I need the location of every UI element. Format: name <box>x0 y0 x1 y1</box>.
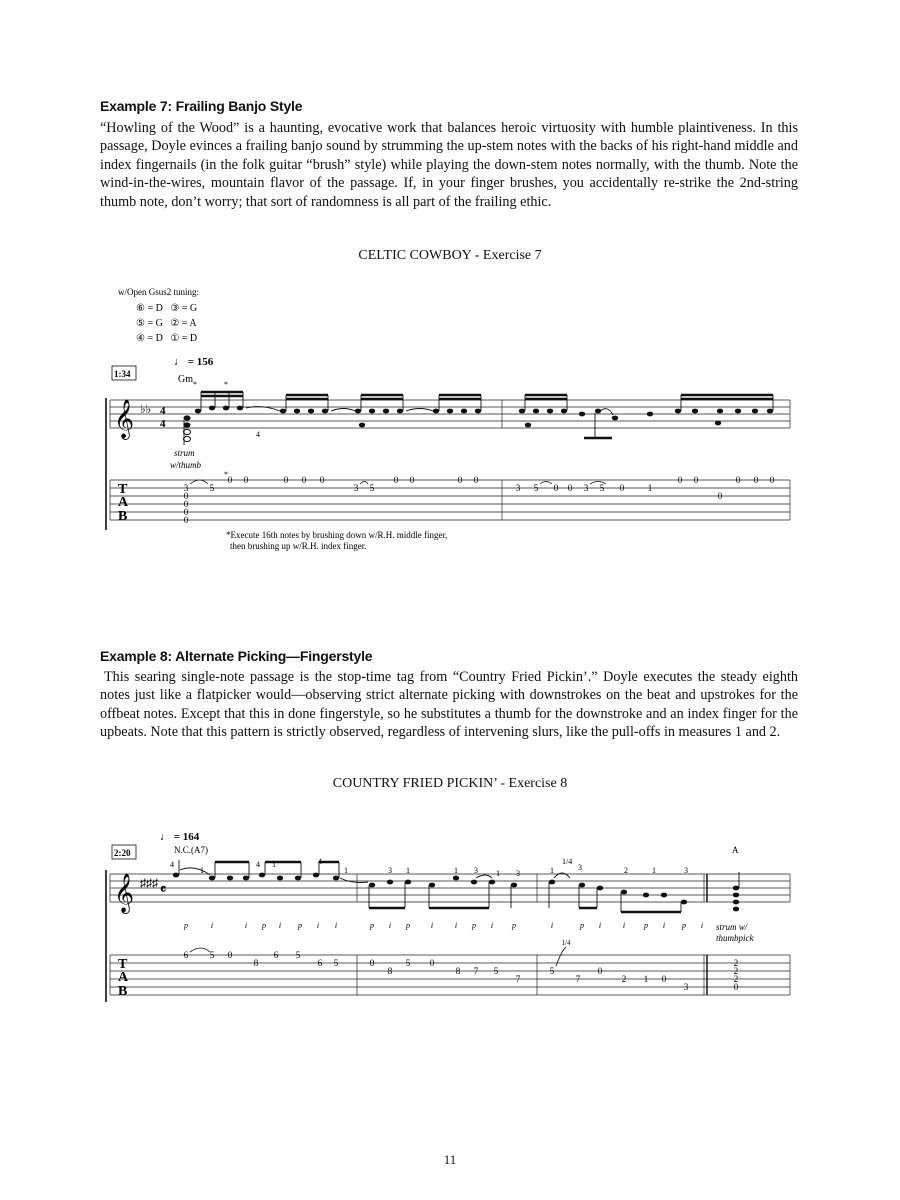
svg-text:i: i <box>244 921 248 930</box>
footnote-line-1: *Execute 16th notes by brushing down w/R.H. middle finger, <box>226 530 448 540</box>
tab-numbers-7 <box>184 475 775 525</box>
svg-text:0: 0 <box>753 475 759 485</box>
svg-text:p: p <box>298 921 302 930</box>
svg-text:0: 0 <box>457 475 463 485</box>
finger-4: 4 <box>256 430 260 439</box>
strum-label: strum <box>174 448 195 458</box>
key-signature-sharps: ♯♯♯ <box>140 876 158 890</box>
svg-text:i: i <box>550 921 554 930</box>
svg-text:0: 0 <box>409 475 415 485</box>
svg-text:0: 0 <box>319 475 325 485</box>
svg-text:2: 2 <box>733 958 739 968</box>
svg-text:8: 8 <box>387 966 393 976</box>
svg-text:1: 1 <box>652 866 656 875</box>
svg-text:5: 5 <box>209 483 215 493</box>
svg-text:0: 0 <box>369 958 375 968</box>
svg-text:2: 2 <box>624 866 628 875</box>
svg-text:0: 0 <box>677 475 683 485</box>
tuning-line-1: ⑥ = D ③ = G <box>136 303 198 314</box>
svg-text:0: 0 <box>183 515 189 525</box>
svg-text:0: 0 <box>301 475 307 485</box>
example-7-notation <box>0 280 900 580</box>
tab-numbers-8 <box>184 939 739 992</box>
svg-text:0: 0 <box>227 950 233 960</box>
svg-text:0: 0 <box>183 499 189 509</box>
treble-clef-8-icon: 𝄞 <box>114 875 135 912</box>
svg-text:1/4: 1/4 <box>562 857 573 866</box>
svg-text:0: 0 <box>183 507 189 517</box>
svg-text:8: 8 <box>253 958 259 968</box>
svg-text:0: 0 <box>283 475 289 485</box>
chord-symbol-gm: Gm <box>178 374 193 385</box>
tab8-letter-b: B <box>118 984 128 999</box>
tab-letter-t: T <box>118 482 128 497</box>
time-box-label: 1:34 <box>114 369 131 379</box>
strum-8-label: strum w/ <box>716 922 748 932</box>
svg-text:0: 0 <box>735 475 741 485</box>
svg-text:p: p <box>370 921 374 930</box>
svg-text:5: 5 <box>209 950 215 960</box>
notes-8 <box>173 873 739 912</box>
example-8-caption: COUNTRY FRIED PICKIN’ - Exercise 8 <box>332 776 568 791</box>
svg-text:i: i <box>662 921 666 930</box>
svg-text:p: p <box>512 921 516 930</box>
svg-text:p: p <box>262 921 266 930</box>
svg-text:0: 0 <box>429 958 435 968</box>
svg-text:0: 0 <box>553 483 559 493</box>
example-8-heading: Example 8: Alternate Picking—Fingerstyle <box>100 648 373 664</box>
tab8-letter-t: T <box>118 957 128 972</box>
tab-letter-a: A <box>118 495 129 510</box>
svg-text:6: 6 <box>183 950 189 960</box>
svg-text:0: 0 <box>733 982 739 992</box>
svg-text:1: 1 <box>344 866 348 875</box>
svg-text:3: 3 <box>515 483 521 493</box>
svg-text:0: 0 <box>473 475 479 485</box>
tuning-line-2: ⑤ = G ② = A <box>136 318 197 329</box>
svg-text:2: 2 <box>621 974 627 984</box>
svg-text:6: 6 <box>273 950 279 960</box>
svg-text:1: 1 <box>200 866 204 875</box>
svg-text:p: p <box>472 921 476 930</box>
svg-text:3: 3 <box>683 982 689 992</box>
tab-letter-b: B <box>118 509 128 524</box>
svg-text:0: 0 <box>769 475 775 485</box>
notes-7 <box>184 406 774 442</box>
svg-text:0: 0 <box>567 483 573 493</box>
example-7-paragraph: “Howling of the Wood” is a haunting, evocative work that balances heroic virtuosity with humble plaintiveness. In this passage, Doyle evinces a frailing banjo sound by strumming the up-stem notes with the backs of his right-hand middle and index fingernails (in the folk guitar “brush” style) while playing the down-stem notes normally, with the thumb. Note the wind-in-the-wires, mountain flavor of the passage. If, in your finger brushes, you accidentally re-strike the 2nd-string thumb note, don’t worry; that sort of randomness is all part of the frailing ethic. <box>100 120 798 210</box>
time-signature-lower: 4 <box>160 418 166 430</box>
tuning-title: w/Open Gsus2 tuning: <box>118 287 199 297</box>
svg-text:i: i <box>316 921 320 930</box>
svg-text:2: 2 <box>733 974 739 984</box>
svg-text:3: 3 <box>474 866 478 875</box>
picking-row <box>183 921 703 930</box>
common-time: 𝄴 <box>160 883 167 898</box>
tab8-letter-a: A <box>118 970 129 985</box>
svg-text:0: 0 <box>227 475 233 485</box>
svg-text:i: i <box>622 921 626 930</box>
svg-text:i: i <box>598 921 602 930</box>
chord-a: A <box>732 845 739 855</box>
svg-text:4: 4 <box>318 857 322 866</box>
tempo-marking-8: ♩ = 164 <box>160 831 200 843</box>
svg-text:5: 5 <box>549 966 555 976</box>
svg-text:1: 1 <box>643 974 649 984</box>
time-signature: 4 <box>160 405 166 417</box>
svg-text:5: 5 <box>533 483 539 493</box>
staff-7 <box>110 400 790 428</box>
svg-text:i: i <box>388 921 392 930</box>
svg-text:3: 3 <box>578 863 582 872</box>
example-7-caption: CELTIC COWBOY - Exercise 7 <box>358 248 542 263</box>
svg-text:p: p <box>682 921 686 930</box>
svg-text:i: i <box>490 921 494 930</box>
svg-text:0: 0 <box>597 966 603 976</box>
svg-text:3: 3 <box>183 483 189 493</box>
svg-text:6: 6 <box>317 958 323 968</box>
tuning-line-3: ④ = D ① = D <box>136 333 198 344</box>
svg-text:0: 0 <box>693 475 699 485</box>
svg-text:7: 7 <box>515 974 521 984</box>
svg-text:0: 0 <box>183 491 189 501</box>
svg-text:1/4: 1/4 <box>561 939 571 947</box>
svg-text:i: i <box>430 921 434 930</box>
svg-text:1: 1 <box>647 483 653 493</box>
svg-text:4: 4 <box>170 860 174 869</box>
svg-text:0: 0 <box>393 475 399 485</box>
treble-clef-icon: 𝄞 <box>114 401 135 438</box>
svg-text:p: p <box>580 921 584 930</box>
svg-text:i: i <box>210 921 214 930</box>
tempo-marking: ♩ = 156 <box>174 356 214 368</box>
svg-text:*: * <box>224 470 228 479</box>
svg-text:3: 3 <box>516 869 520 878</box>
svg-text:3: 3 <box>684 866 688 875</box>
svg-text:5: 5 <box>295 950 301 960</box>
svg-text:0: 0 <box>661 974 667 984</box>
svg-text:0: 0 <box>243 475 249 485</box>
svg-text:i: i <box>700 921 704 930</box>
svg-text:i: i <box>454 921 458 930</box>
chord-nc-a7: N.C.(A7) <box>174 845 208 855</box>
svg-text:3: 3 <box>583 483 589 493</box>
svg-text:2: 2 <box>733 966 739 976</box>
svg-text:1: 1 <box>406 866 410 875</box>
svg-text:7: 7 <box>473 966 479 976</box>
svg-text:1: 1 <box>550 866 554 875</box>
svg-text:5: 5 <box>369 483 375 493</box>
thumbpick-label: thumbpick <box>716 933 754 943</box>
svg-text:5: 5 <box>405 958 411 968</box>
svg-text:3: 3 <box>388 866 392 875</box>
svg-text:p: p <box>184 921 188 930</box>
example-8-notation <box>0 820 900 1020</box>
svg-text:4: 4 <box>256 860 260 869</box>
svg-text:7: 7 <box>575 974 581 984</box>
svg-text:3: 3 <box>353 483 359 493</box>
svg-text:i: i <box>278 921 282 930</box>
svg-text:8: 8 <box>455 966 461 976</box>
time-box-8-label: 2:20 <box>114 848 131 858</box>
strum-7-markers: * <box>193 380 197 389</box>
page-number: 11 <box>443 1152 457 1167</box>
svg-text:p: p <box>644 921 648 930</box>
up-stroke-mark: * <box>224 380 228 389</box>
svg-text:5: 5 <box>599 483 605 493</box>
svg-text:i: i <box>334 921 338 930</box>
fingering-8 <box>170 857 688 878</box>
footnote-line-2: then brushing up w/R.H. index finger. <box>230 541 367 551</box>
svg-text:1: 1 <box>454 866 458 875</box>
svg-text:1: 1 <box>496 869 500 878</box>
svg-text:0: 0 <box>619 483 625 493</box>
svg-text:0: 0 <box>717 491 723 501</box>
svg-text:5: 5 <box>493 966 499 976</box>
example-7-heading: Example 7: Frailing Banjo Style <box>100 98 303 114</box>
key-signature-flats: ♭♭ <box>140 402 152 416</box>
svg-text:1: 1 <box>272 860 276 869</box>
svg-text:p: p <box>406 921 410 930</box>
thumb-label: w/thumb <box>170 460 202 470</box>
example-8-paragraph: This searing single-note passage is the stop-time tag from “Country Fried Pickin’.” Doyle executes the steady eighth notes just like a flatpicker would—observing strict alternate picking with downstrokes on the beat and upstrokes for the offbeat notes. Except that this in done fingerstyle, so he substitutes a thumb for the downstroke and an index finger for the upbeats. Note that this pattern is strictly observed, regardless of intervening slurs, like the pull-offs in measures 1 and 2. <box>100 669 798 741</box>
svg-text:5: 5 <box>333 958 339 968</box>
